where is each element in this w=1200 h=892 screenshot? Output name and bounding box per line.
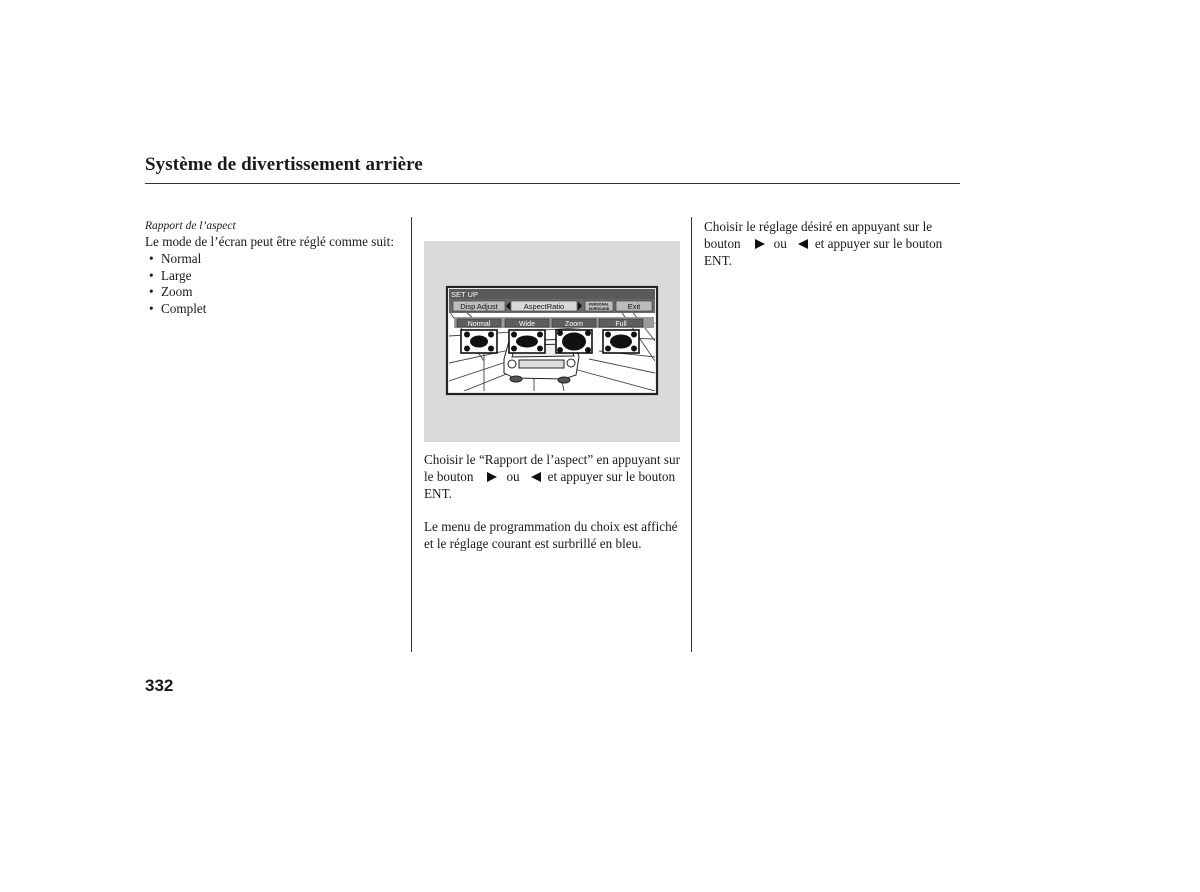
svg-text:PERSONAL: PERSONAL [589, 302, 609, 307]
aspect-options-list [145, 251, 395, 318]
svg-text:Wide: Wide [519, 321, 535, 328]
aspect-preview-full-icon [603, 330, 639, 353]
page-number: 332 [145, 676, 174, 695]
aspect-preview-wide-icon [509, 330, 545, 353]
left-column [145, 219, 395, 318]
screen-illustration-panel [424, 241, 680, 442]
subheading: Rapport de l’aspect [145, 220, 236, 232]
aspect-preview-zoom-icon [556, 330, 592, 353]
right-arrow-icon [487, 472, 497, 482]
title-bar [449, 289, 655, 299]
aspect-preview-normal-icon [461, 330, 497, 353]
intro-text: Le mode de l’écran peut être réglé comme suit: [145, 234, 394, 249]
svg-text:AspectRatio: AspectRatio [523, 302, 565, 311]
svg-text:SURROUND: SURROUND [588, 306, 610, 311]
setup-screen-illustration [424, 241, 680, 442]
svg-text:Normal: Normal [467, 321, 491, 328]
list-item: • Normal [145, 251, 395, 268]
instruction-paragraph-2: Le menu de programmation du choix est affiché et le réglage courant est surbrillé en bleu. [424, 519, 678, 552]
left-arrow-icon [531, 472, 541, 482]
list-item: • Zoom [145, 284, 395, 301]
right-column [704, 219, 962, 269]
right-arrow-icon [755, 239, 765, 249]
svg-text:Disp Adjust: Disp Adjust [460, 302, 498, 311]
section-title: Système de divertissement arrière [145, 154, 423, 175]
svg-text:Exit: Exit [627, 302, 641, 311]
title-divider [145, 183, 960, 184]
list-item: • Large [145, 268, 395, 285]
column-divider-right [691, 217, 692, 652]
left-arrow-icon [798, 239, 808, 249]
middle-column [424, 452, 680, 553]
svg-text:Zoom: Zoom [565, 321, 583, 328]
svg-text:Full: Full [615, 321, 627, 328]
instruction-paragraph-3: Choisir le réglage désiré en appuyant sur le bouton ou et appuyer sur le bouton ENT. [704, 219, 943, 268]
instruction-paragraph-1: Choisir le “Rapport de l’aspect” en appuyant sur le bouton ou et appuyer sur le bouton ENT. [424, 452, 680, 501]
screen-title: SET UP [451, 290, 478, 299]
list-item: • Complet [145, 301, 395, 318]
column-divider-left [411, 217, 412, 652]
